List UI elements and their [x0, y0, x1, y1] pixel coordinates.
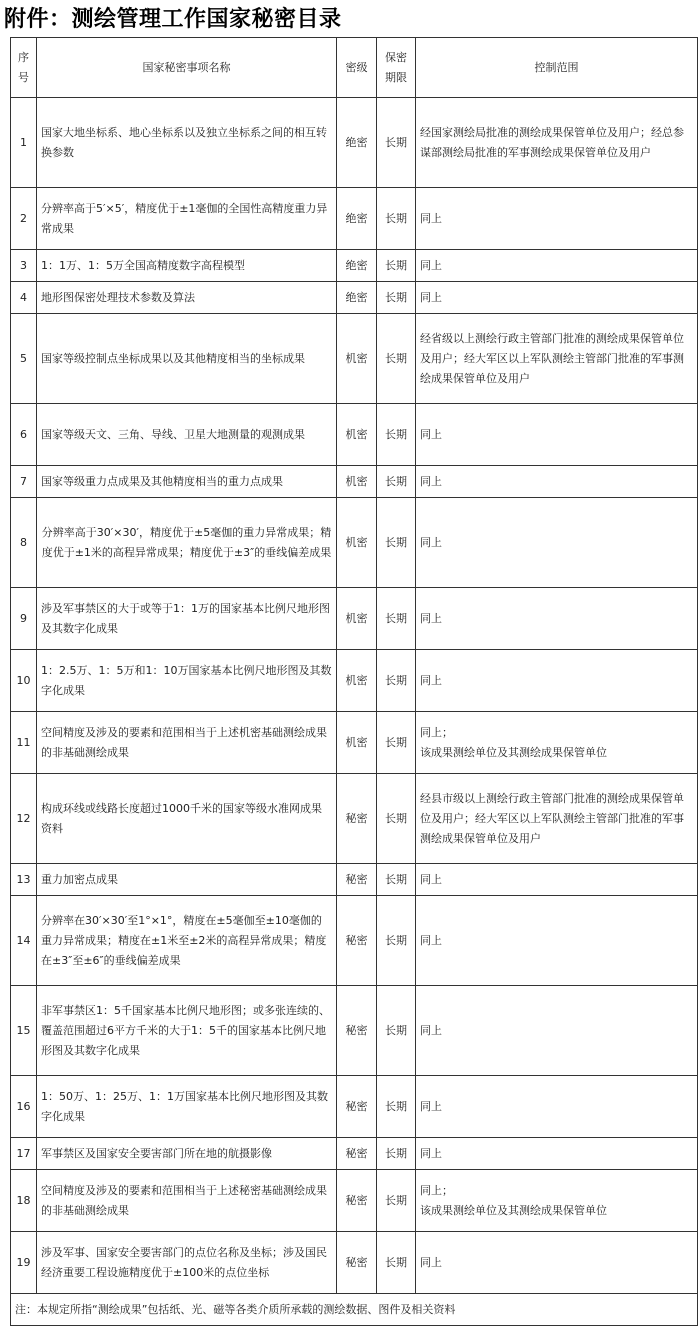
- row-number: 3: [11, 250, 37, 282]
- secret-item-name: 空间精度及涉及的要素和范围相当于上述机密基础测绘成果的非基础测绘成果: [37, 712, 337, 774]
- classification-level: 秘密: [337, 896, 377, 986]
- row-number: 14: [11, 896, 37, 986]
- table-row: [11, 1170, 698, 1232]
- classification-level: 机密: [337, 712, 377, 774]
- control-scope: 经省级以上测绘行政主管部门批准的测绘成果保管单位及用户；经大军区以上军队测绘主管部门批准的军事测绘成果保管单位及用户: [416, 314, 698, 404]
- table-row: [11, 774, 698, 864]
- secret-item-name: 空间精度及涉及的要素和范围相当于上述秘密基础测绘成果的非基础测绘成果: [37, 1170, 337, 1232]
- retention-period: 长期: [377, 1170, 416, 1232]
- retention-period: 长期: [377, 404, 416, 466]
- row-number: 19: [11, 1232, 37, 1294]
- control-scope: 同上: [416, 896, 698, 986]
- classification-level: 机密: [337, 314, 377, 404]
- secret-item-name: 国家等级重力点成果及其他精度相当的重力点成果: [37, 466, 337, 498]
- classification-level: 机密: [337, 588, 377, 650]
- retention-period: 长期: [377, 466, 416, 498]
- control-scope: 同上: [416, 864, 698, 896]
- table-row: [11, 282, 698, 314]
- row-number: 13: [11, 864, 37, 896]
- control-scope: 同上: [416, 1138, 698, 1170]
- table-row: [11, 650, 698, 712]
- control-scope: 同上: [416, 404, 698, 466]
- row-number: 9: [11, 588, 37, 650]
- control-scope: 同上: [416, 650, 698, 712]
- table-body: [11, 98, 698, 1294]
- secret-item-name: 国家大地坐标系、地心坐标系以及独立坐标系之间的相互转换参数: [37, 98, 337, 188]
- retention-period: 长期: [377, 188, 416, 250]
- header-scope: 控制范围: [416, 38, 698, 98]
- control-scope: 同上: [416, 986, 698, 1076]
- retention-period: 长期: [377, 98, 416, 188]
- retention-period: 长期: [377, 282, 416, 314]
- retention-period: 长期: [377, 896, 416, 986]
- secret-item-name: 军事禁区及国家安全要害部门所在地的航摄影像: [37, 1138, 337, 1170]
- table-row: [11, 986, 698, 1076]
- control-scope: 同上: [416, 588, 698, 650]
- control-scope: 同上: [416, 498, 698, 588]
- secret-item-name: 涉及军事、国家安全要害部门的点位名称及坐标；涉及国民经济重要工程设施精度优于±100米的点位坐标: [37, 1232, 337, 1294]
- table-row: [11, 1138, 698, 1170]
- header-no: 序号: [11, 38, 37, 98]
- secret-item-name: 分辨率高于30′×30′，精度优于±5毫伽的重力异常成果；精度优于±1米的高程异常成果；精度优于±3″的垂线偏差成果: [37, 498, 337, 588]
- classification-level: 秘密: [337, 1138, 377, 1170]
- secret-item-name: 地形图保密处理技术参数及算法: [37, 282, 337, 314]
- table-row: [11, 1232, 698, 1294]
- table-row: [11, 498, 698, 588]
- header-name: 国家秘密事项名称: [37, 38, 337, 98]
- classification-level: 秘密: [337, 1232, 377, 1294]
- control-scope: 同上； 该成果测绘单位及其测绘成果保管单位: [416, 712, 698, 774]
- table-row: [11, 712, 698, 774]
- row-number: 15: [11, 986, 37, 1076]
- row-number: 4: [11, 282, 37, 314]
- secrets-catalog-table: [10, 37, 698, 1326]
- control-scope: 同上； 该成果测绘单位及其测绘成果保管单位: [416, 1170, 698, 1232]
- row-number: 1: [11, 98, 37, 188]
- secret-item-name: 1：50万、1：25万、1：1万国家基本比例尺地形图及其数字化成果: [37, 1076, 337, 1138]
- classification-level: 秘密: [337, 774, 377, 864]
- control-scope: 经国家测绘局批准的测绘成果保管单位及用户；经总参谋部测绘局批准的军事测绘成果保管单位及用户: [416, 98, 698, 188]
- secret-item-name: 分辨率在30′×30′至1°×1°，精度在±5毫伽至±10毫伽的重力异常成果；精度在±1米至±2米的高程异常成果；精度在±3″至±6″的垂线偏差成果: [37, 896, 337, 986]
- classification-level: 秘密: [337, 1170, 377, 1232]
- row-number: 6: [11, 404, 37, 466]
- row-number: 7: [11, 466, 37, 498]
- control-scope: 同上: [416, 1076, 698, 1138]
- header-level: 密级: [337, 38, 377, 98]
- control-scope: 同上: [416, 188, 698, 250]
- control-scope: 同上: [416, 466, 698, 498]
- retention-period: 长期: [377, 314, 416, 404]
- retention-period: 长期: [377, 986, 416, 1076]
- row-number: 8: [11, 498, 37, 588]
- secret-item-name: 非军事禁区1：5千国家基本比例尺地形图；或多张连续的、覆盖范围超过6平方千米的大于1：5千的国家基本比例尺地形图及其数字化成果: [37, 986, 337, 1076]
- classification-level: 绝密: [337, 282, 377, 314]
- retention-period: 长期: [377, 588, 416, 650]
- secret-item-name: 分辨率高于5′×5′，精度优于±1毫伽的全国性高精度重力异常成果: [37, 188, 337, 250]
- control-scope: 同上: [416, 1232, 698, 1294]
- note-row: [11, 1294, 698, 1326]
- row-number: 16: [11, 1076, 37, 1138]
- table-row: [11, 98, 698, 188]
- secret-item-name: 构成环线或线路长度超过1000千米的国家等级水准网成果资料: [37, 774, 337, 864]
- secret-item-name: 1：1万、1：5万全国高精度数字高程模型: [37, 250, 337, 282]
- table-header-row: [11, 38, 698, 98]
- row-number: 2: [11, 188, 37, 250]
- table-row: [11, 1076, 698, 1138]
- secret-item-name: 国家等级天文、三角、导线、卫星大地测量的观测成果: [37, 404, 337, 466]
- table-row: [11, 188, 698, 250]
- control-scope: 同上: [416, 282, 698, 314]
- classification-level: 机密: [337, 498, 377, 588]
- classification-level: 绝密: [337, 98, 377, 188]
- table-row: [11, 588, 698, 650]
- row-number: 12: [11, 774, 37, 864]
- retention-period: 长期: [377, 774, 416, 864]
- row-number: 17: [11, 1138, 37, 1170]
- table-note: 注：本规定所指“测绘成果”包括纸、光、磁等各类介质所承载的测绘数据、图件及相关资料: [11, 1294, 698, 1326]
- secret-item-name: 国家等级控制点坐标成果以及其他精度相当的坐标成果: [37, 314, 337, 404]
- header-period: 保密期限: [377, 38, 416, 98]
- control-scope: 经县市级以上测绘行政主管部门批准的测绘成果保管单位及用户；经大军区以上军队测绘主管部门批准的军事测绘成果保管单位及用户: [416, 774, 698, 864]
- retention-period: 长期: [377, 650, 416, 712]
- table-row: [11, 466, 698, 498]
- row-number: 18: [11, 1170, 37, 1232]
- classification-level: 机密: [337, 466, 377, 498]
- secret-item-name: 1：2.5万、1：5万和1：10万国家基本比例尺地形图及其数字化成果: [37, 650, 337, 712]
- retention-period: 长期: [377, 498, 416, 588]
- classification-level: 机密: [337, 404, 377, 466]
- document-title: 附件：测绘管理工作国家秘密目录: [4, 6, 342, 32]
- retention-period: 长期: [377, 864, 416, 896]
- table-row: [11, 404, 698, 466]
- table-row: [11, 896, 698, 986]
- table-row: [11, 864, 698, 896]
- classification-level: 秘密: [337, 1076, 377, 1138]
- secret-item-name: 重力加密点成果: [37, 864, 337, 896]
- classification-level: 绝密: [337, 188, 377, 250]
- classification-level: 绝密: [337, 250, 377, 282]
- secret-item-name: 涉及军事禁区的大于或等于1：1万的国家基本比例尺地形图及其数字化成果: [37, 588, 337, 650]
- classification-level: 机密: [337, 650, 377, 712]
- retention-period: 长期: [377, 712, 416, 774]
- classification-level: 秘密: [337, 864, 377, 896]
- row-number: 5: [11, 314, 37, 404]
- retention-period: 长期: [377, 1232, 416, 1294]
- retention-period: 长期: [377, 1138, 416, 1170]
- control-scope: 同上: [416, 250, 698, 282]
- table-row: [11, 250, 698, 282]
- row-number: 10: [11, 650, 37, 712]
- retention-period: 长期: [377, 1076, 416, 1138]
- retention-period: 长期: [377, 250, 416, 282]
- table-row: [11, 314, 698, 404]
- row-number: 11: [11, 712, 37, 774]
- classification-level: 秘密: [337, 986, 377, 1076]
